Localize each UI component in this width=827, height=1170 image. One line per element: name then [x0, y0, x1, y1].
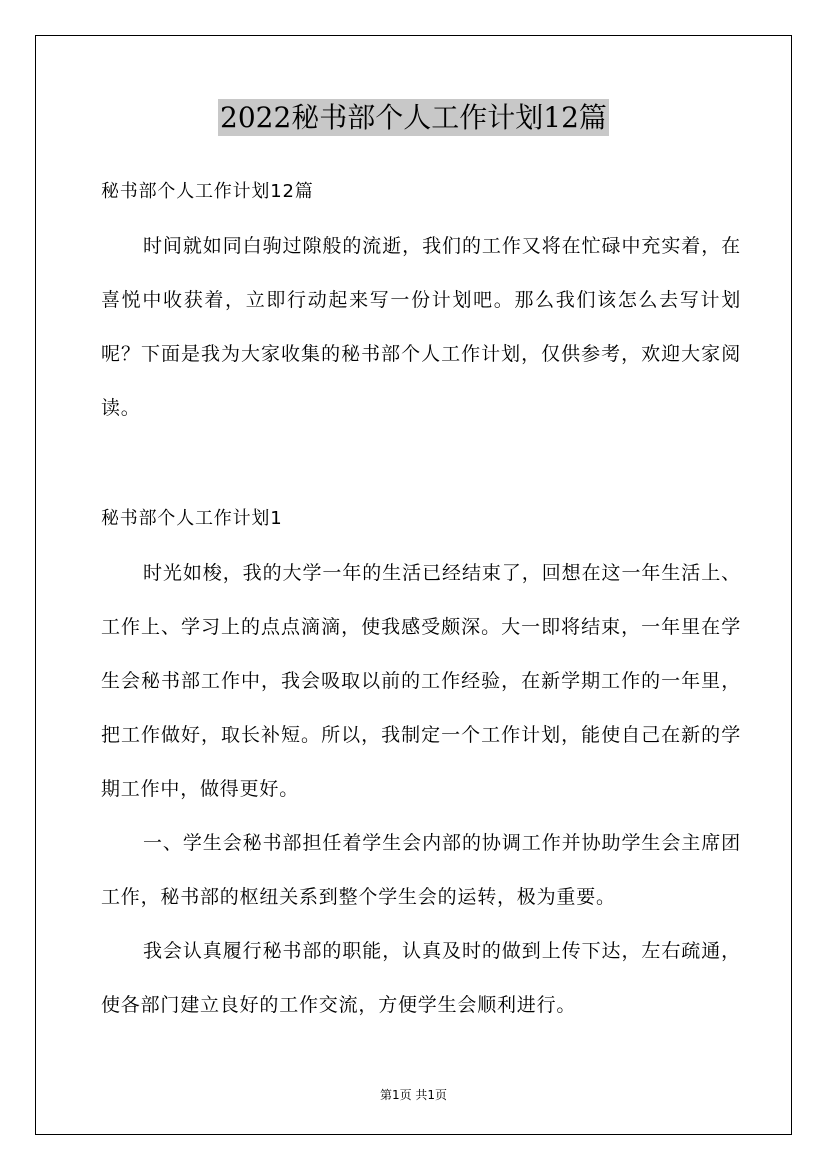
- paragraph-1: 时光如梭，我的大学一年的生活已经结束了，回想在这一年生活上、工作上、学习上的点点滴滴，使我感受颇深。大一即将结束，一年里在学生会秘书部工作中，我会吸取以前的工作经验，在新学期工作的一年里，把工作做好，取长补短。所以，我制定一个工作计划，能使自己在新的学期工作中，做得更好。: [101, 562, 741, 800]
- page-footer: [0, 1086, 827, 1103]
- section-heading: 秘书部个人工作计划1: [101, 508, 283, 529]
- paragraph-2: 一、学生会秘书部担任着学生会内部的协调工作并协助学生会主席团工作，秘书部的枢纽关系到整个学生会的运转，极为重要。: [101, 832, 741, 908]
- paragraph-3: 我会认真履行秘书部的职能，认真及时的做到上传下达，左右疏通，使各部门建立良好的工作交流，方便学生会顺利进行。: [101, 940, 741, 1016]
- document-title: [0, 96, 827, 136]
- intro-paragraph: 时间就如同白驹过隙般的流逝，我们的工作又将在忙碌中充实着，在喜悦中收获着，立即行动起来写一份计划吧。那么我们该怎么去写计划呢？下面是我为大家收集的秘书部个人工作计划，仅供参考，欢迎大家阅读。: [101, 235, 741, 419]
- title-text: 2022秘书部个人工作计划12篇: [220, 101, 607, 134]
- subtitle: 秘书部个人工作计划12篇: [101, 181, 314, 202]
- page-number: 第1页 共1页: [379, 1088, 448, 1102]
